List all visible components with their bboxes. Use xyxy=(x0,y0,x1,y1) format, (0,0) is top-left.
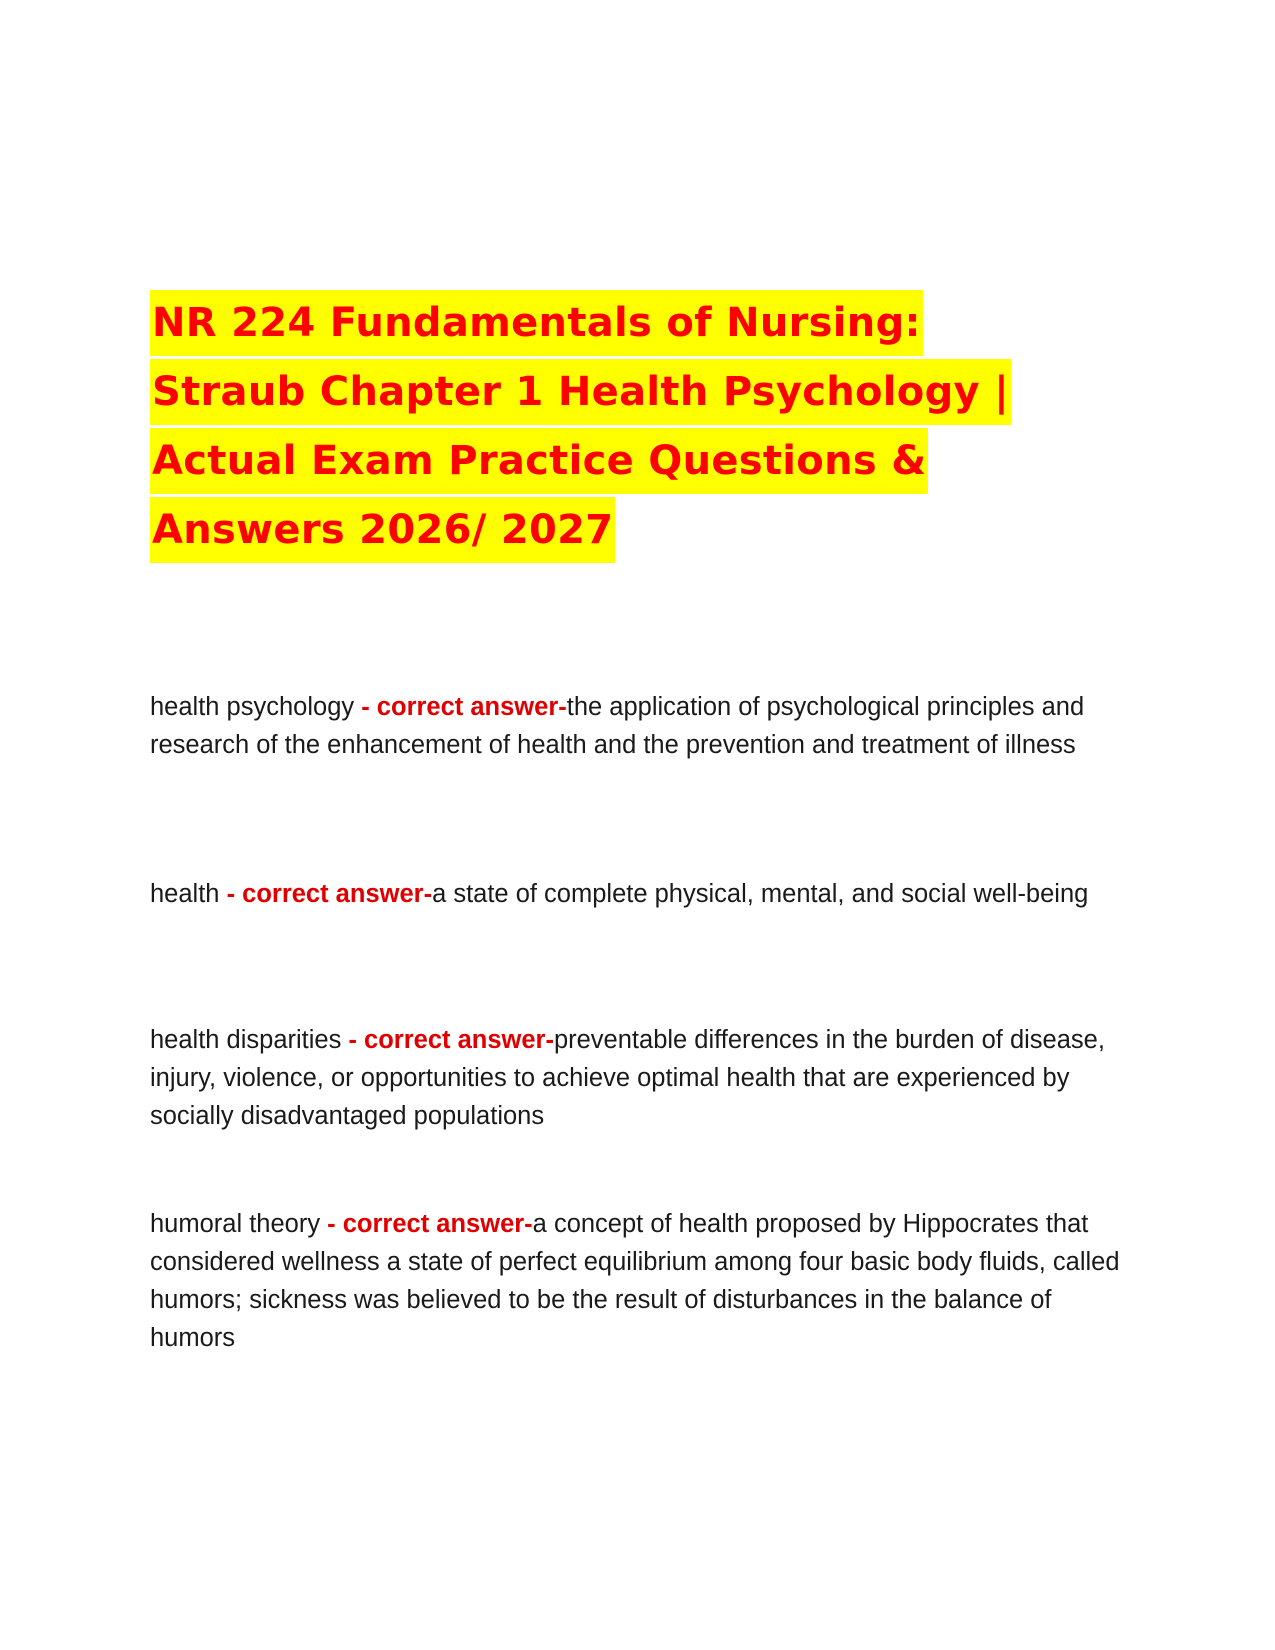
title-line-4: Answers 2026/ 2027 xyxy=(150,497,615,563)
document-title xyxy=(150,290,1150,566)
entry-term: health psychology xyxy=(150,693,362,721)
entry-term: health disparities xyxy=(150,1026,349,1054)
qa-entry xyxy=(150,1021,1135,1135)
entry-definition: a state of complete physical, mental, and social well-being xyxy=(432,880,1089,908)
entry-definition: the application of psychological principles and research of the enhancement of health and the prevention and treatment of illness xyxy=(150,693,1085,759)
answer-marker: - correct answer- xyxy=(361,693,567,721)
answer-marker: - correct answer- xyxy=(348,1026,554,1054)
entry-definition: a concept of health proposed by Hippocrates that considered wellness a state of perfect equilibrium among four basic body fluids, called humors; sickness was believed to be the result of disturbances in the balance of humors xyxy=(150,1210,1120,1352)
title-line-2: Straub Chapter 1 Health Psychology | xyxy=(150,359,1011,425)
answer-marker: - correct answer- xyxy=(327,1210,533,1238)
entry-definition: preventable differences in the burden of disease, injury, violence, or opportunities to achieve optimal health that are experienced by socially disadvantaged populations xyxy=(150,1026,1105,1130)
qa-entry xyxy=(150,688,1135,764)
qa-entry xyxy=(150,1205,1135,1357)
answer-marker: - correct answer- xyxy=(226,880,433,908)
entry-term: humoral theory xyxy=(150,1210,328,1238)
title-line-3: Actual Exam Practice Questions & xyxy=(150,428,928,494)
entry-term: health xyxy=(150,880,227,908)
qa-entry xyxy=(150,875,1135,913)
title-line-1: NR 224 Fundamentals of Nursing: xyxy=(150,290,923,356)
